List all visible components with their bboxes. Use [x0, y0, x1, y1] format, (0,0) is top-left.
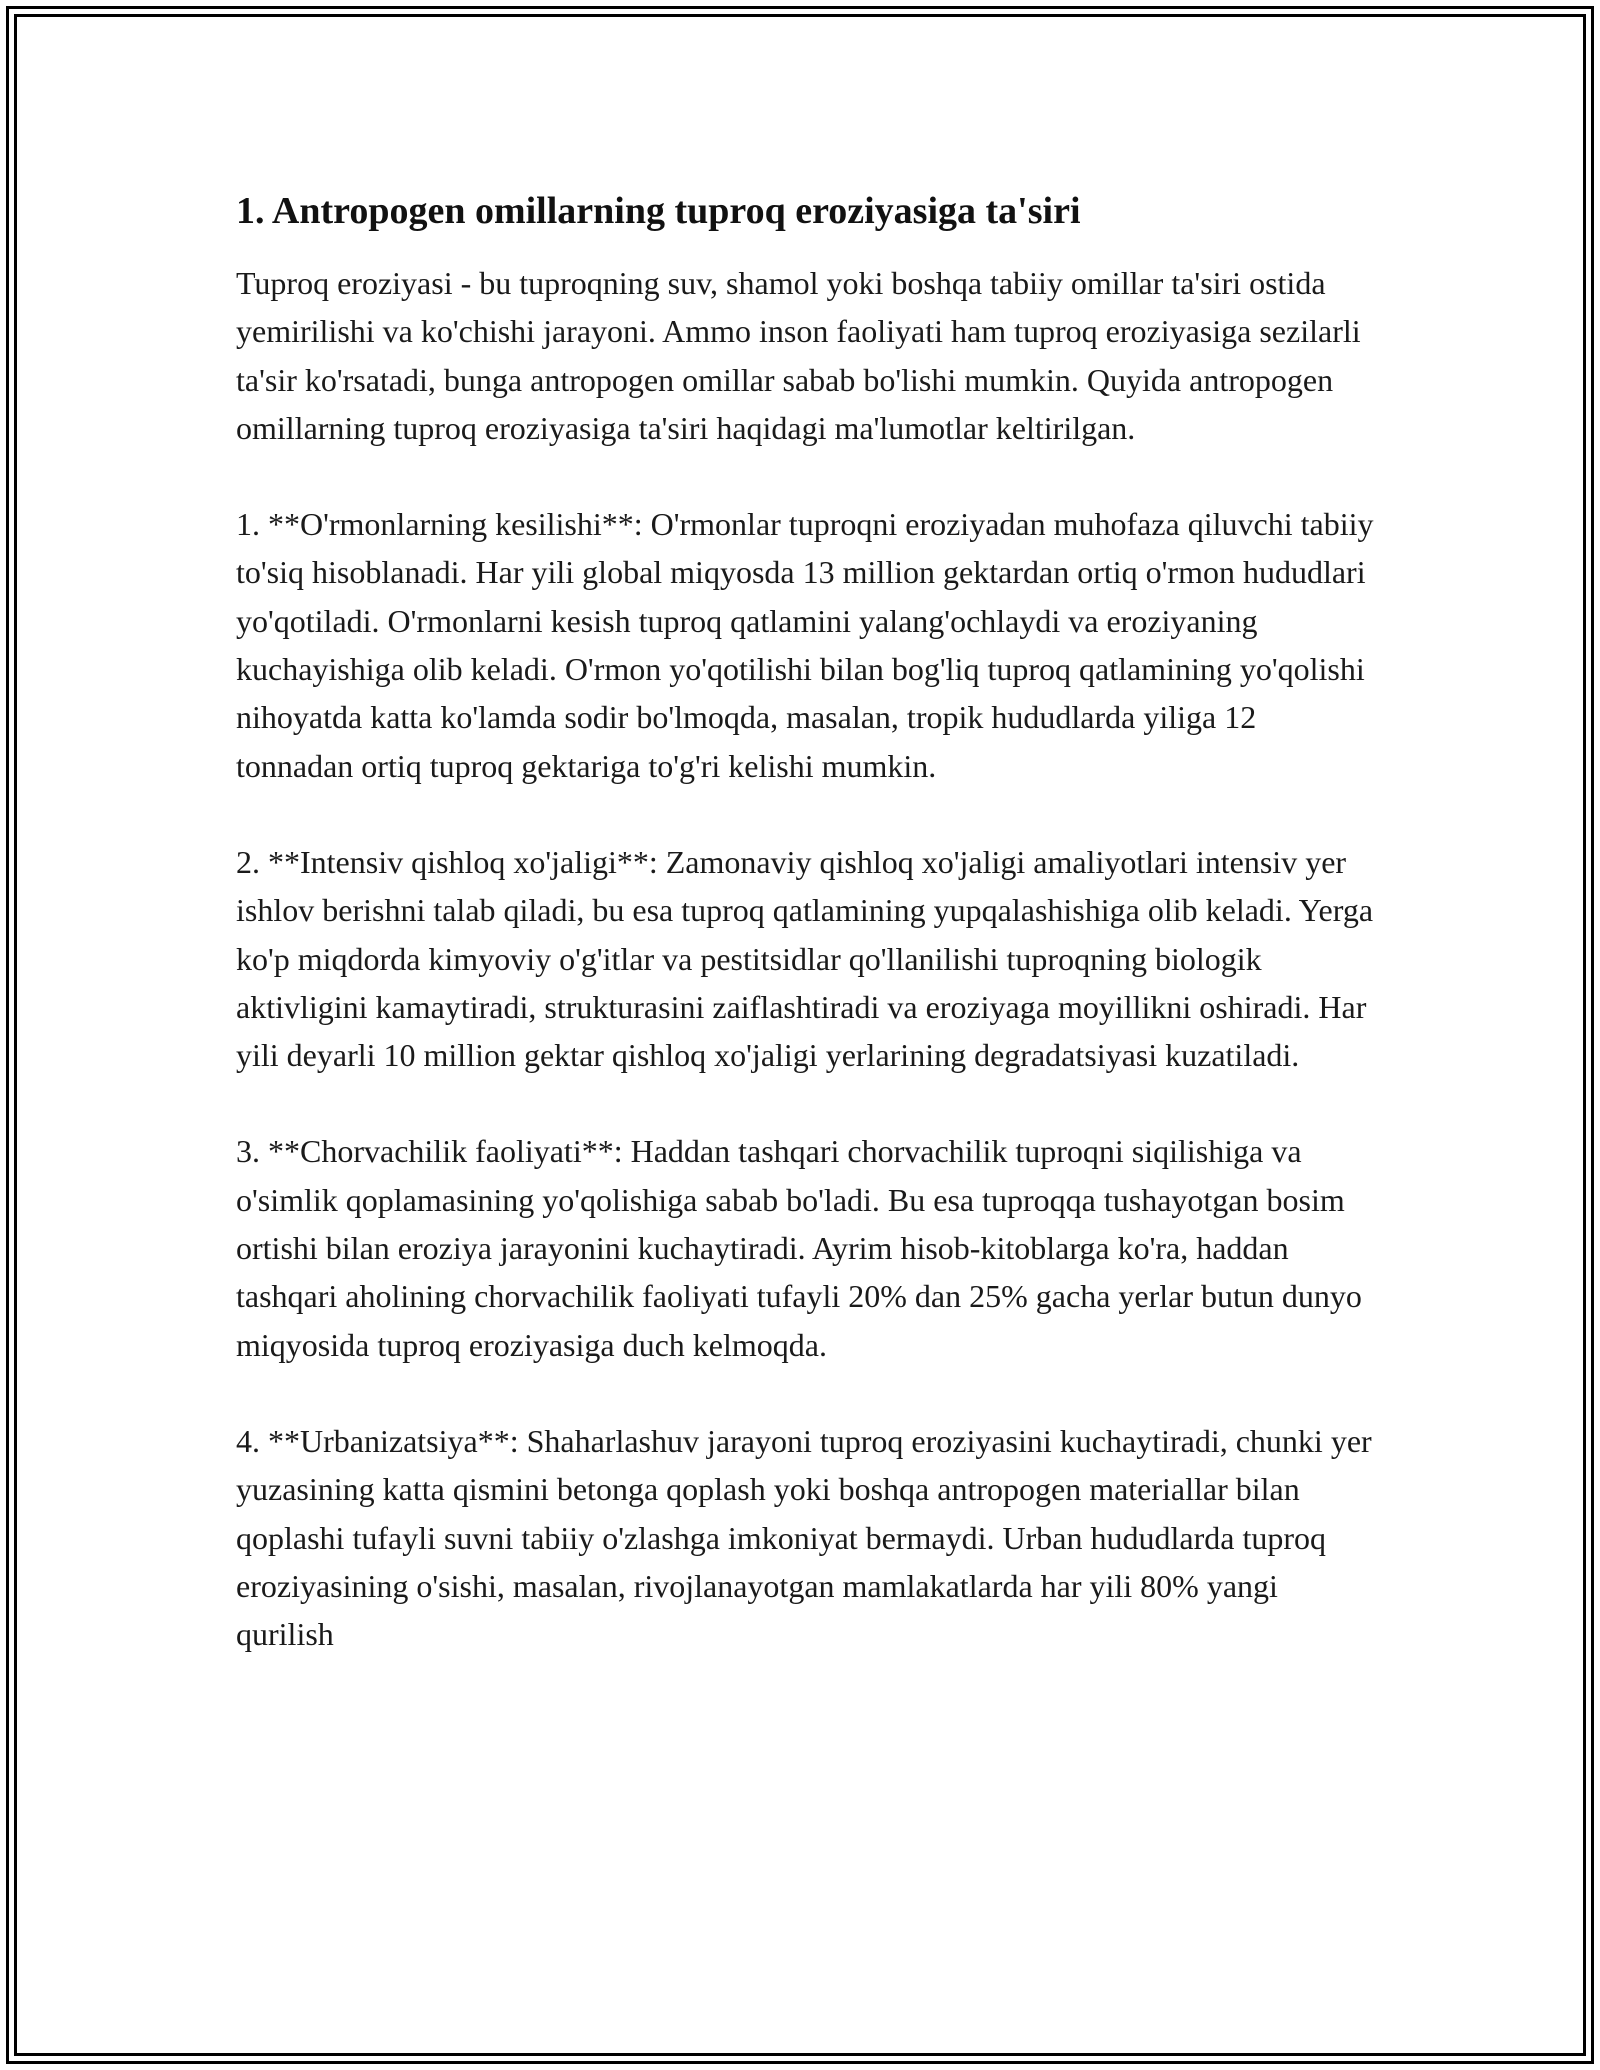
document-body — [236, 186, 1376, 1658]
list-item-intensive-agriculture: 2. **Intensiv qishloq xo'jaligi**: Zamonaviy qishloq xo'jaligi amaliyotlari intensiv yer ishlov berishni talab qiladi, bu esa tuproq qatlamining yupqalashishiga olib keladi. Yerga ko'p miqdorda kimyoviy o'g'itlar va pestitsidlar qo'llanilishi tuproqning biologik aktivligini kamaytiradi, strukturasini zaiflashtiradi va eroziyaga moyillikni oshiradi. Har yili deyarli 10 million gektar qishloq xo'jaligi yerlarining degradatsiyasi kuzatiladi. — [236, 843, 1374, 1074]
list-item-deforestation: 1. **O'rmonlarning kesilishi**: O'rmonlar tuproqni eroziyadan muhofaza qiluvchi tabiiy to'siq hisoblanadi. Har yili global miqyosda 13 million gektardan ortiq o'rmon hududlari yo'qotiladi. O'rmonlarni kesish tuproq qatlamini yalang'ochlaydi va eroziyaning kuchayishiga olib keladi. O'rmon yo'qotilishi bilan bog'liq tuproq qatlamining yo'qolishi nihoyatda katta ko'lamda sodir bo'lmoqda, masalan, tropik hududlarda yiliga 12 tonnadan ortiq tuproq gektariga to'g'ri kelishi mumkin. — [236, 506, 1374, 784]
list-item-urbanization: 4. **Urbanizatsiya**: Shaharlashuv jarayoni tuproq eroziyasini kuchaytiradi, chunki yer yuzasining katta qismini betonga qoplash yoki boshqa antropogen materiallar bilan qoplashi tufayli suvni tabiiy o'zlashga imkoniyat bermaydi. Urban hududlarda tuproq eroziyasining o'sishi, masalan, rivojlanayotgan mamlakatlarda har yili 80% yangi qurilish — [236, 1422, 1372, 1653]
intro-paragraph: Tuproq eroziyasi - bu tuproqning suv, shamol yoki boshqa tabiiy omillar ta'siri ostida yemirilishi va ko'chishi jarayoni. Ammo inson faoliyati ham tuproq eroziyasiga sezilarli ta'sir ko'rsatadi, bunga antropogen omillar sabab bo'lishi mumkin. Quyida antropogen omillarning tuproq eroziyasiga ta'siri haqidagi ma'lumotlar keltirilgan. — [236, 265, 1361, 446]
document-title: 1. Antropogen omillarning tuproq eroziyasiga ta'siri — [236, 190, 1081, 232]
list-item-livestock: 3. **Chorvachilik faoliyati**: Haddan tashqari chorvachilik tuproqni siqilishiga va o'simlik qoplamasining yo'qolishiga sabab bo'ladi. Bu esa tuproqqa tushayotgan bosim ortishi bilan eroziya jarayonini kuchaytiradi. Ayrim hisob-kitoblarga ko'ra, haddan tashqari aholining chorvachilik faoliyati tufayli 20% dan 25% gacha yerlar butun dunyo miqyosida tuproq eroziyasiga duch kelmoqda. — [236, 1133, 1362, 1363]
